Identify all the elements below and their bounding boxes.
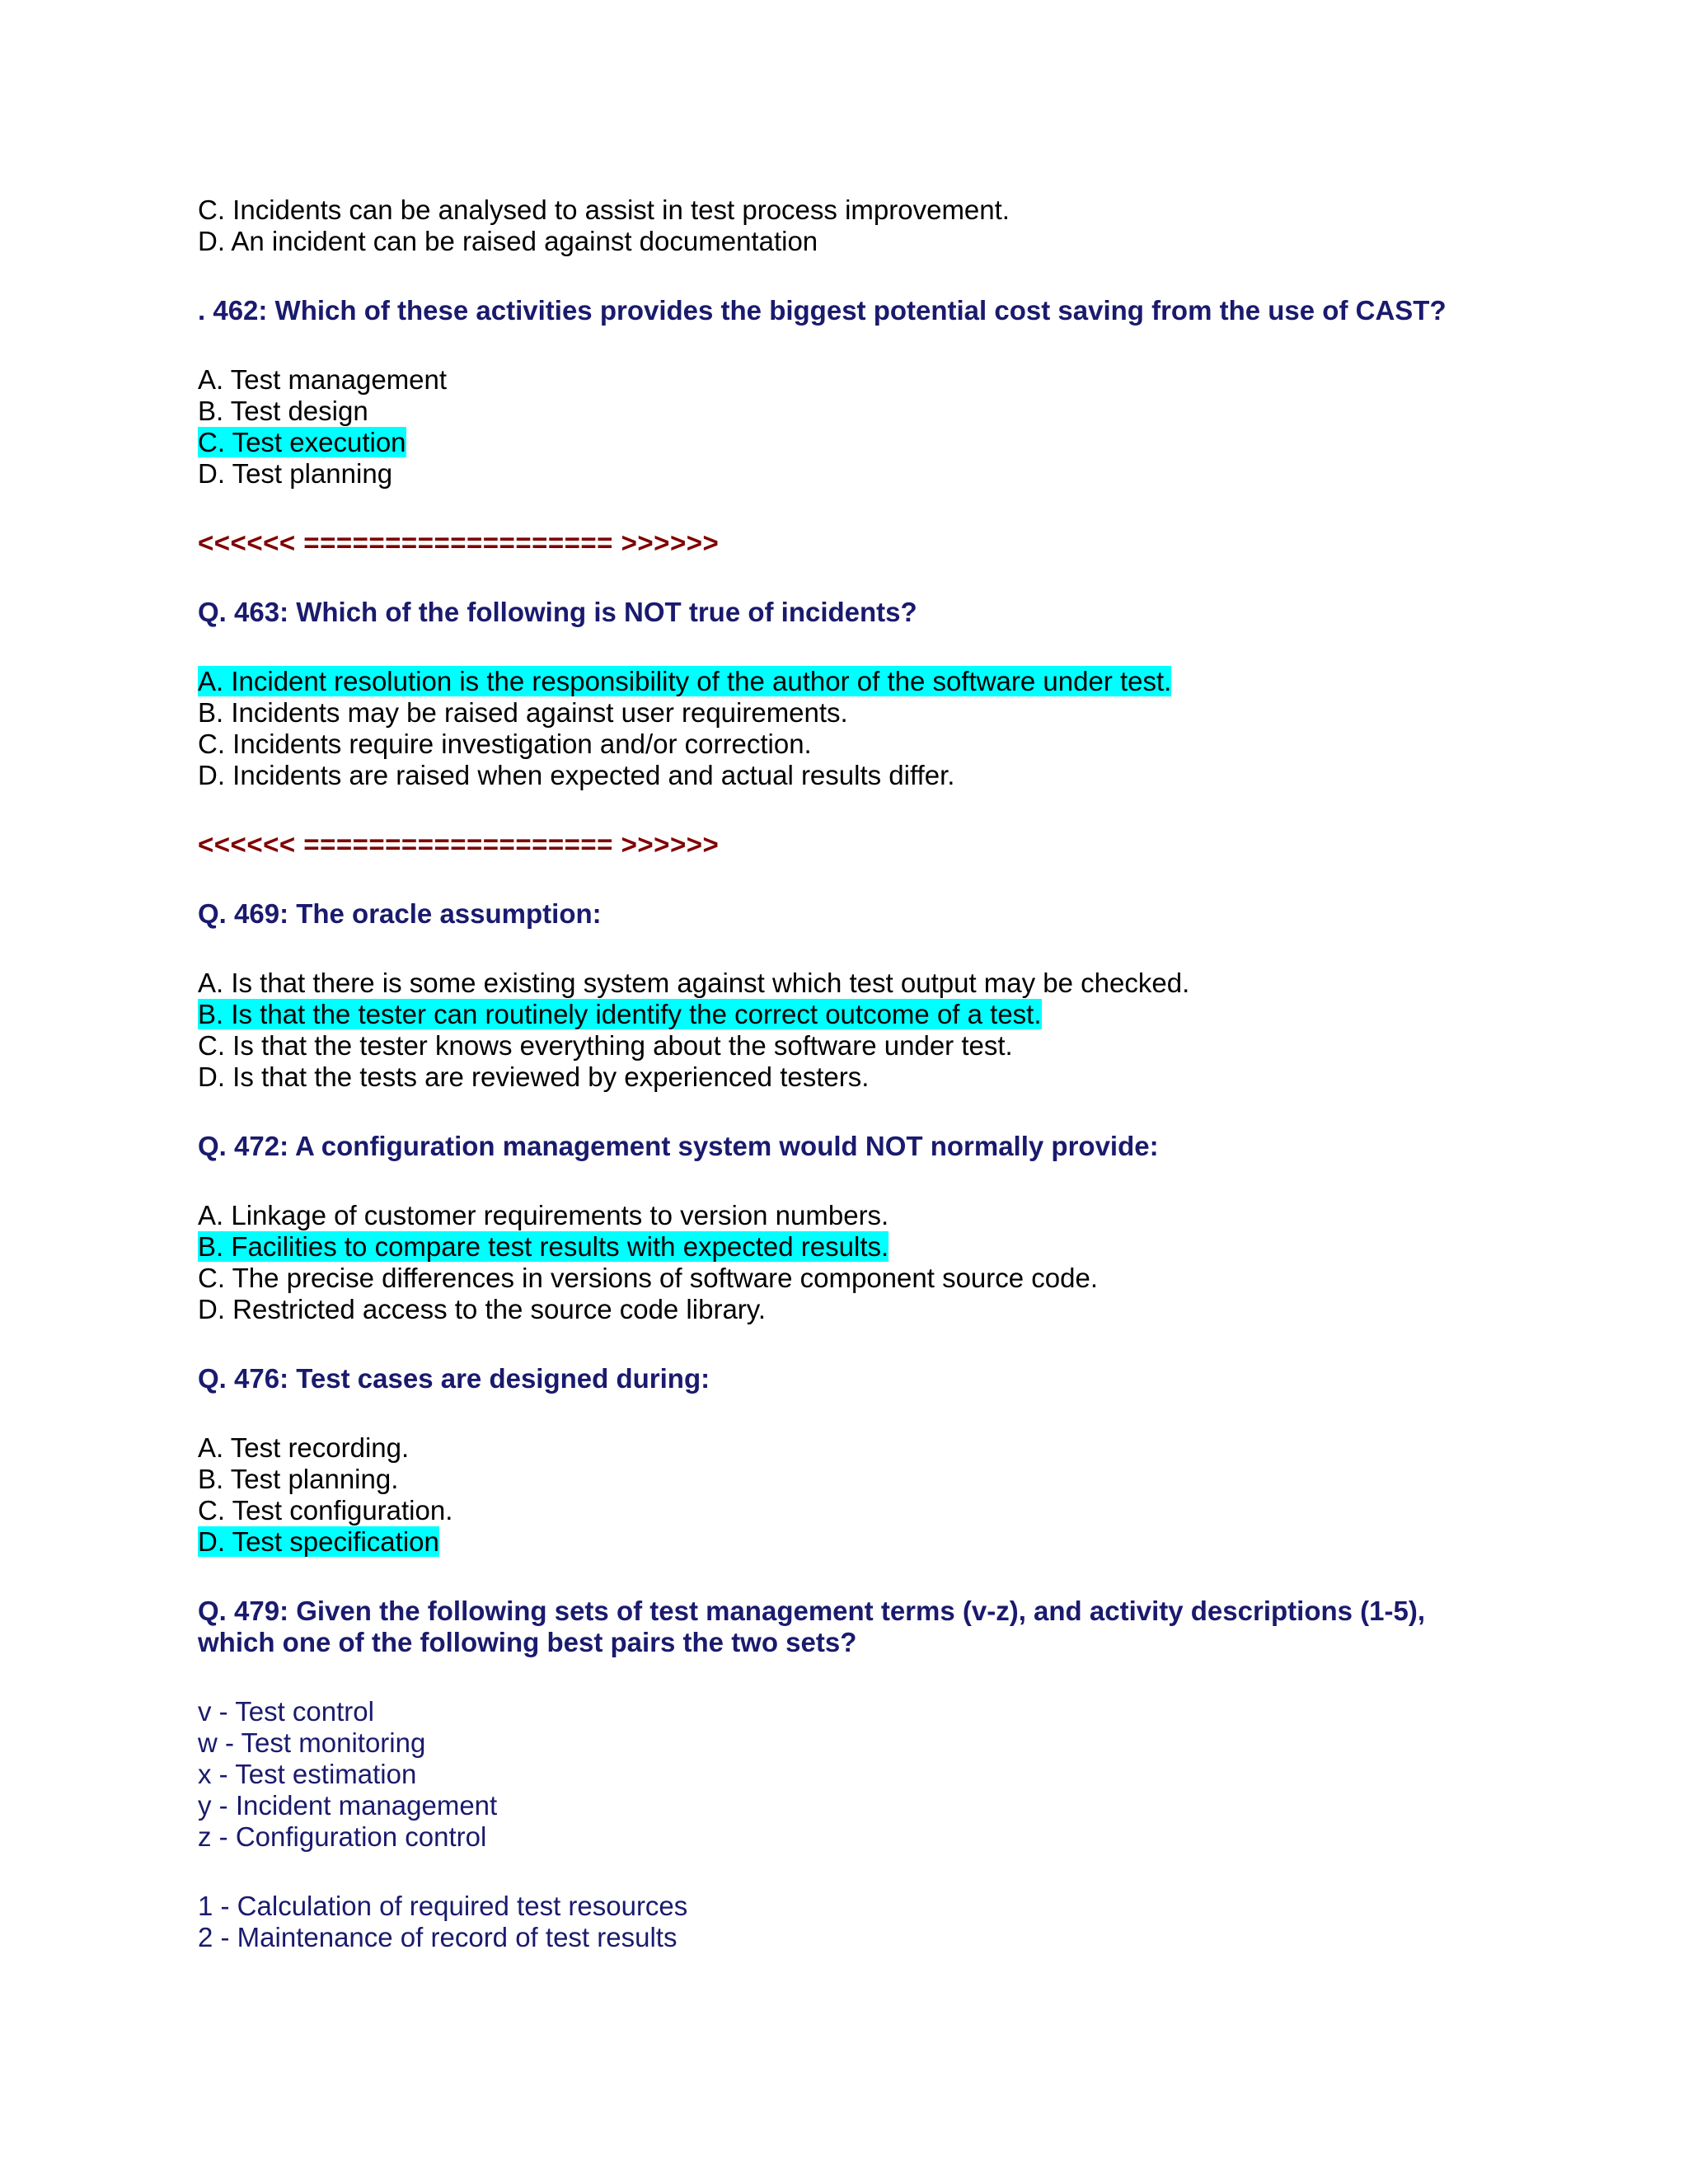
q479-description-1: 1 - Calculation of required test resources [198,1891,688,1921]
q479-description-2: 2 - Maintenance of record of test results [198,1922,678,1952]
q479-term-v: v - Test control [198,1696,374,1727]
q476-option-b: B. Test planning. [198,1464,399,1494]
q472-option-c: C. The precise differences in versions of software component source code. [198,1263,1099,1293]
answer-highlight: C. Test execution [198,427,406,457]
q463-option-c: C. Incidents require investigation and/or correction. [198,729,812,759]
q462-option-a: A. Test management [198,364,448,395]
q472-option-b-answer [198,1231,1550,1263]
answer-highlight: A. Incident resolution is the responsibility of the author of the software under test. [198,666,1172,696]
separator-1: <<<<<< =================== >>>>>> [198,527,720,558]
q479-term-z: z - Configuration control [198,1821,487,1852]
q479-term-y: y - Incident management [198,1790,498,1821]
q469-option-a: A. Is that there is some existing system against which test output may be checked. [198,968,1190,998]
question-479-title-line-1: Q. 479: Given the following sets of test management terms (v-z), and activity descriptions (1-5), [198,1596,1425,1626]
q476-option-d-answer [198,1526,1550,1558]
q462-option-d: D. Test planning [198,458,393,489]
question-469-title: Q. 469: The oracle assumption: [198,898,602,929]
separator-2: <<<<<< =================== >>>>>> [198,829,720,860]
q463-option-b: B. Incidents may be raised against user requirements. [198,697,848,728]
q476-option-c: C. Test configuration. [198,1495,453,1526]
q463-option-a-answer [198,666,1550,697]
q472-option-a: A. Linkage of customer requirements to version numbers. [198,1200,889,1230]
question-462-title: . 462: Which of these activities provides the biggest potential cost saving from the use of CAST? [198,295,1447,326]
q462-option-c-answer [198,427,1550,458]
question-463-title: Q. 463: Which of the following is NOT true of incidents? [198,597,917,627]
q479-term-w: w - Test monitoring [198,1727,426,1758]
answer-highlight: B. Facilities to compare test results with expected results. [198,1231,889,1262]
q472-option-d: D. Restricted access to the source code library. [198,1294,767,1324]
answer-highlight: D. Test specification [198,1526,439,1557]
q469-option-b-answer [198,999,1550,1030]
q462-option-b: B. Test design [198,396,368,426]
q469-option-c: C. Is that the tester knows everything about the software under test. [198,1030,1013,1061]
question-479-title-line-2: which one of the following best pairs the two sets? [198,1627,857,1657]
question-476-title: Q. 476: Test cases are designed during: [198,1363,710,1394]
answer-highlight: B. Is that the tester can routinely identify the correct outcome of a test. [198,999,1042,1029]
intro-option-c: C. Incidents can be analysed to assist in test process improvement. [198,194,1010,225]
q469-option-d: D. Is that the tests are reviewed by experienced testers. [198,1062,870,1092]
intro-option-d: D. An incident can be raised against documentation [198,226,818,256]
q479-term-x: x - Test estimation [198,1759,417,1789]
question-472-title: Q. 472: A configuration management system would NOT normally provide: [198,1131,1159,1161]
q463-option-d: D. Incidents are raised when expected and actual results differ. [198,760,955,790]
q476-option-a: A. Test recording. [198,1432,410,1463]
document-page [198,194,1550,1953]
